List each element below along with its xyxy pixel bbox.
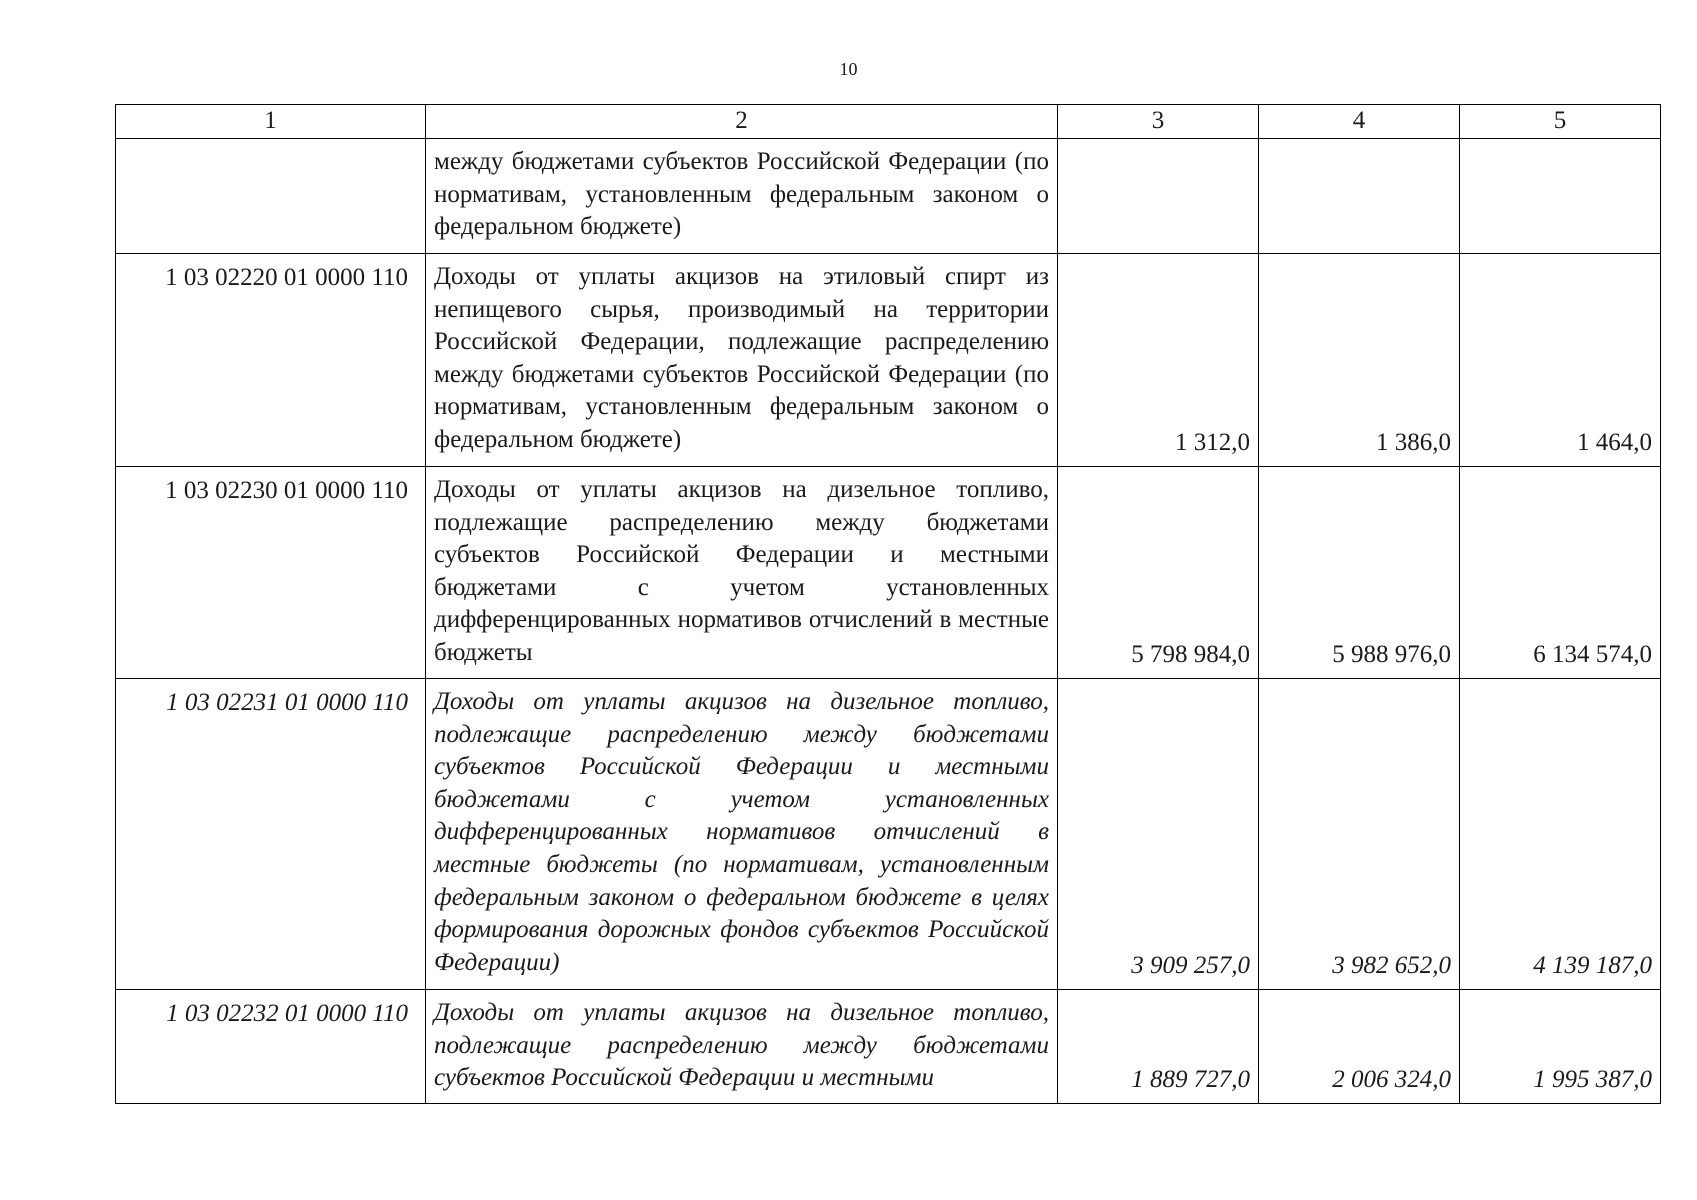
amount-col5-cell: 1 995 387,0 [1460,990,1661,1104]
amount-col3-cell [1058,139,1259,254]
description-cell: между бюджетами субъектов Российской Федерации (по нормативам, установленным федеральным законом о федеральном бюджете) [426,139,1058,254]
amount-col5-cell: 1 464,0 [1460,254,1661,467]
header-column-2: 2 [426,105,1058,139]
amount-col3-cell: 1 312,0 [1058,254,1259,467]
header-column-5: 5 [1460,105,1661,139]
table-row [116,679,1661,990]
table-header-row [116,105,1661,139]
budget-code-cell: 1 03 02220 01 0000 110 [116,254,426,467]
header-column-4: 4 [1259,105,1460,139]
amount-col4-cell: 1 386,0 [1259,254,1460,467]
description-cell: Доходы от уплаты акцизов на этиловый спирт из непищевого сырья, производимый на территории Российской Федерации, подлежащие распределению между бюджетами субъектов Российской Федерации (по нормативам, установленным федеральным законом о федеральном бюджете) [426,254,1058,467]
budget-code-cell: 1 03 02231 01 0000 110 [116,679,426,990]
header-column-1: 1 [116,105,426,139]
amount-col4-cell: 5 988 976,0 [1259,467,1460,679]
budget-code-cell: 1 03 02232 01 0000 110 [116,990,426,1104]
budget-revenue-table [115,104,1661,1104]
amount-col4-cell: 2 006 324,0 [1259,990,1460,1104]
header-column-3: 3 [1058,105,1259,139]
amount-col3-cell: 1 889 727,0 [1058,990,1259,1104]
table-row [116,139,1661,254]
amount-col5-cell: 6 134 574,0 [1460,467,1661,679]
amount-col5-cell: 4 139 187,0 [1460,679,1661,990]
page-number: 10 [839,59,858,79]
description-cell: Доходы от уплаты акцизов на дизельное топливо, подлежащие распределению между бюджетами субъектов Российской Федерации и местными бюджетами с учетом установленных дифференцированных нормативов отчислений в местные бюджеты [426,467,1058,679]
table-row [116,990,1661,1104]
table-row [116,467,1661,679]
budget-code-cell [116,139,426,254]
table-row [116,254,1661,467]
amount-col5-cell [1460,139,1661,254]
amount-col3-cell: 5 798 984,0 [1058,467,1259,679]
description-cell: Доходы от уплаты акцизов на дизельное топливо, подлежащие распределению между бюджетами субъектов Российской Федерации и местными бюджетами с учетом установленных дифференцированных нормативов отчислений в местные бюджеты (по нормативам, установленным федеральным законом о федеральном бюджете в целях формирования дорожных фондов субъектов Российской Федерации) [426,679,1058,990]
budget-code-cell: 1 03 02230 01 0000 110 [116,467,426,679]
description-cell: Доходы от уплаты акцизов на дизельное топливо, подлежащие распределению между бюджетами субъектов Российской Федерации и местными [426,990,1058,1104]
amount-col4-cell [1259,139,1460,254]
amount-col4-cell: 3 982 652,0 [1259,679,1460,990]
amount-col3-cell: 3 909 257,0 [1058,679,1259,990]
